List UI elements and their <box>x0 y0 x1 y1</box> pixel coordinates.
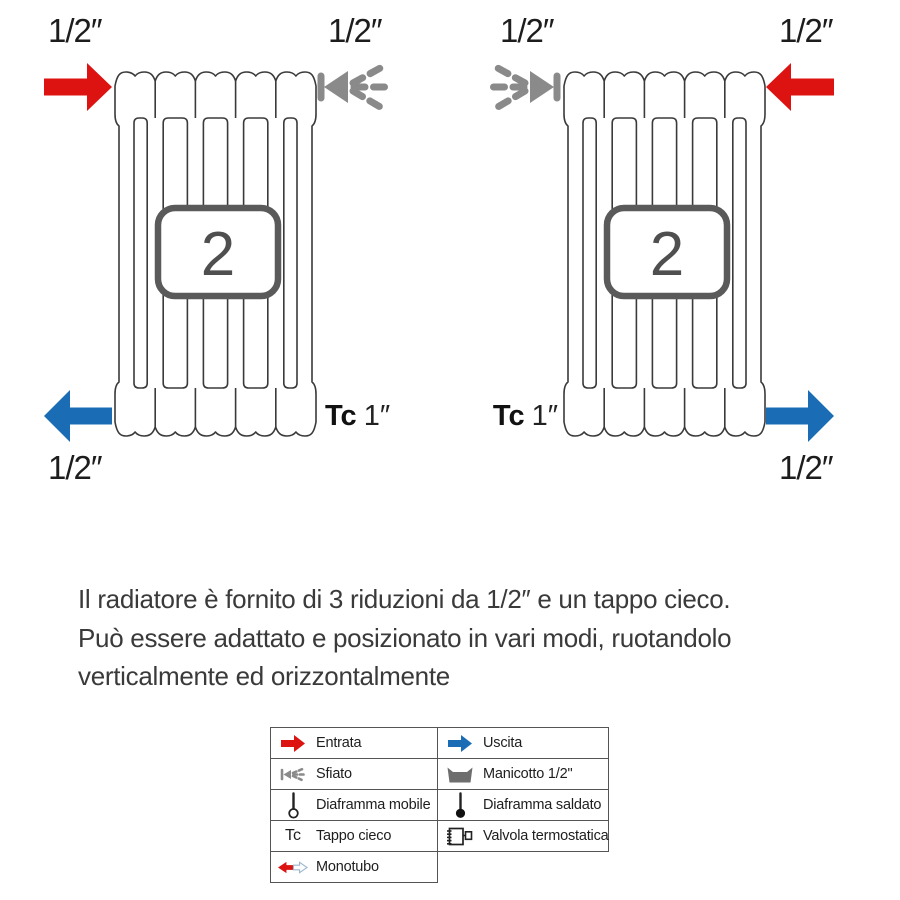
sfiato-vent-icon <box>488 58 562 114</box>
legend-label: Diaframma saldato <box>483 797 602 813</box>
uscita-arrow-icon <box>44 390 112 442</box>
entrata-arrow-icon <box>44 63 112 111</box>
left-top-left-size-label: 1/2″ <box>48 12 102 49</box>
entrata-arrow-icon <box>278 733 308 754</box>
diaframma-mobile-icon <box>278 792 308 819</box>
legend-row <box>271 821 609 852</box>
legend-row <box>271 728 609 759</box>
description-line: Il radiatore è fornito di 3 riduzioni da 1/2″ e un tappo cieco. <box>78 584 731 614</box>
legend-row <box>271 852 609 883</box>
left-tc-label <box>325 400 390 433</box>
svg-text:2: 2 <box>649 220 685 289</box>
legend-cell <box>438 759 609 790</box>
legend-cell <box>271 852 438 883</box>
left-bottom-left-size-label: 1/2″ <box>48 449 102 486</box>
legend-cell <box>438 790 609 821</box>
legend-empty-cell <box>438 852 609 883</box>
left-top-right-size-label: 1/2″ <box>328 12 382 49</box>
legend-label: Tappo cieco <box>316 828 392 844</box>
legend-label: Monotubo <box>316 859 379 875</box>
right-top-right-size-label: 1/2″ <box>779 12 833 49</box>
legend-label: Manicotto 1/2" <box>483 766 573 782</box>
description-line: verticalmente ed orizzontalmente <box>78 661 450 691</box>
description-line: Può essere adattato e posizionato in vari modi, ruotandolo <box>78 622 732 653</box>
legend-row <box>271 759 609 790</box>
column-count-badge <box>607 208 727 296</box>
right-bottom-right-size-label: 1/2″ <box>779 449 833 486</box>
legend-table <box>270 727 609 883</box>
legend-label: Valvola termostatica <box>483 828 609 844</box>
legend-label: Diaframma mobile <box>316 797 431 813</box>
sfiato-vent-icon <box>316 58 390 114</box>
uscita-arrow-icon <box>445 733 475 754</box>
right-tc-label <box>490 400 558 433</box>
manicotto-icon <box>445 765 475 783</box>
legend-cell <box>271 821 438 852</box>
legend-cell <box>438 821 609 852</box>
diaframma-saldato-icon <box>445 792 475 819</box>
legend-cell <box>271 728 438 759</box>
valvola-termostatica-icon <box>445 826 475 847</box>
monotubo-icon <box>278 861 308 874</box>
legend-cell <box>271 759 438 790</box>
legend-cell <box>271 790 438 821</box>
tc-abbr: Tc <box>492 400 525 432</box>
tc-size: 1″ <box>531 400 558 432</box>
legend-label: Sfiato <box>316 766 352 782</box>
tc-size: 1″ <box>363 400 391 432</box>
description-text <box>78 580 731 696</box>
left-radiator-drawing <box>113 68 318 440</box>
uscita-arrow-icon <box>766 390 834 442</box>
sfiato-vent-icon <box>278 766 308 783</box>
svg-text:2: 2 <box>200 220 236 289</box>
tc-abbr: Tc <box>325 400 357 432</box>
legend-row <box>271 790 609 821</box>
legend-label: Uscita <box>483 735 523 751</box>
legend-label: Entrata <box>316 735 362 751</box>
tappo-cieco-icon: Tc <box>285 827 301 844</box>
legend-cell <box>438 728 609 759</box>
right-top-left-size-label: 1/2″ <box>500 12 554 49</box>
column-count-badge <box>158 208 278 296</box>
entrata-arrow-icon <box>766 63 834 111</box>
right-radiator-drawing <box>562 68 767 440</box>
